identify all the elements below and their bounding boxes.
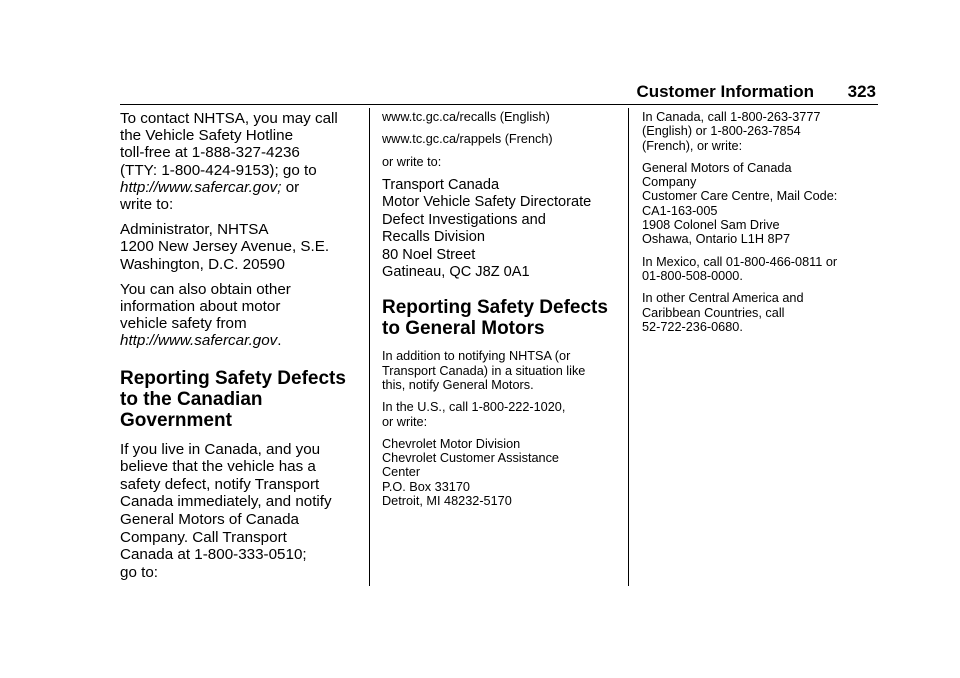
section-title: Customer Information	[636, 82, 814, 101]
mexico-phone-paragraph: In Mexico, call 01-800-466-0811 or 01-800-508-0000.	[642, 254, 838, 283]
or-write-to: or write to:	[382, 154, 442, 169]
gm-canada-address: General Motors of Canada Company Customer Care Centre, Mail Code: CA1-163-005 1908 Colonel Sam Drive Oshawa, Ontario L1H 8P7	[642, 160, 838, 247]
canada-paragraph: If you live in Canada, and you believe that the vehicle has a safety defect, notify Transport Canada immediately, and notify General Motors of Canada Company. Call Transport Canada at 1-800-333-0510; go to:	[120, 440, 332, 581]
column-3	[642, 110, 880, 334]
chevrolet-address: Chevrolet Motor Division Chevrolet Customer Assistance Center P.O. Box 33170 Detroit, MI 48232-5170	[382, 436, 559, 508]
heading-general-motors: Reporting Safety Defects to General Motors	[382, 297, 608, 340]
column-divider-1	[369, 108, 370, 586]
safercar-link-2[interactable]: http://www.safercar.gov	[120, 332, 278, 350]
nhtsa-contact-paragraph: To contact NHTSA, you may call the Vehicle Safety Hotline toll-free at 1-888-327-4236 (TTY: 1-800-424-9153); go to http://www.safercar.gov; or write to:	[120, 110, 338, 214]
transport-canada-address: Transport Canada Motor Vehicle Safety Directorate Defect Investigations and Recalls Division 80 Noel Street Gatineau, QC J8Z 0A1	[382, 176, 592, 280]
nhtsa-address: Administrator, NHTSA 1200 New Jersey Avenue, S.E. Washington, D.C. 20590	[120, 221, 330, 273]
header-rule	[120, 104, 878, 105]
vehicle-safety-info-paragraph: You can also obtain other information about motor vehicle safety from http://www.safercar.gov.	[120, 280, 291, 350]
column-2	[382, 110, 616, 508]
canada-phone-paragraph: In Canada, call 1-800-263-3777 (English) or 1-800-263-7854 (French), or write:	[642, 110, 821, 153]
page-header	[120, 82, 878, 104]
gm-intro-paragraph: In addition to notifying NHTSA (or Transport Canada) in a situation like this, notify General Motors.	[382, 349, 586, 392]
us-phone-paragraph: In the U.S., call 1-800-222-1020, or write:	[382, 400, 566, 429]
transport-canada-url-french[interactable]: www.tc.gc.ca/rappels (French)	[382, 132, 553, 147]
column-1	[120, 110, 358, 581]
heading-canadian-government: Reporting Safety Defects to the Canadian Government	[120, 367, 346, 431]
central-america-paragraph: In other Central America and Caribbean Countries, call 52-722-236-0680.	[642, 291, 804, 334]
page-number: 323	[847, 82, 876, 101]
column-divider-2	[628, 108, 629, 586]
safercar-link[interactable]: http://www.safercar.gov;	[120, 178, 282, 196]
transport-canada-url-english[interactable]: www.tc.gc.ca/recalls (English)	[382, 110, 550, 124]
